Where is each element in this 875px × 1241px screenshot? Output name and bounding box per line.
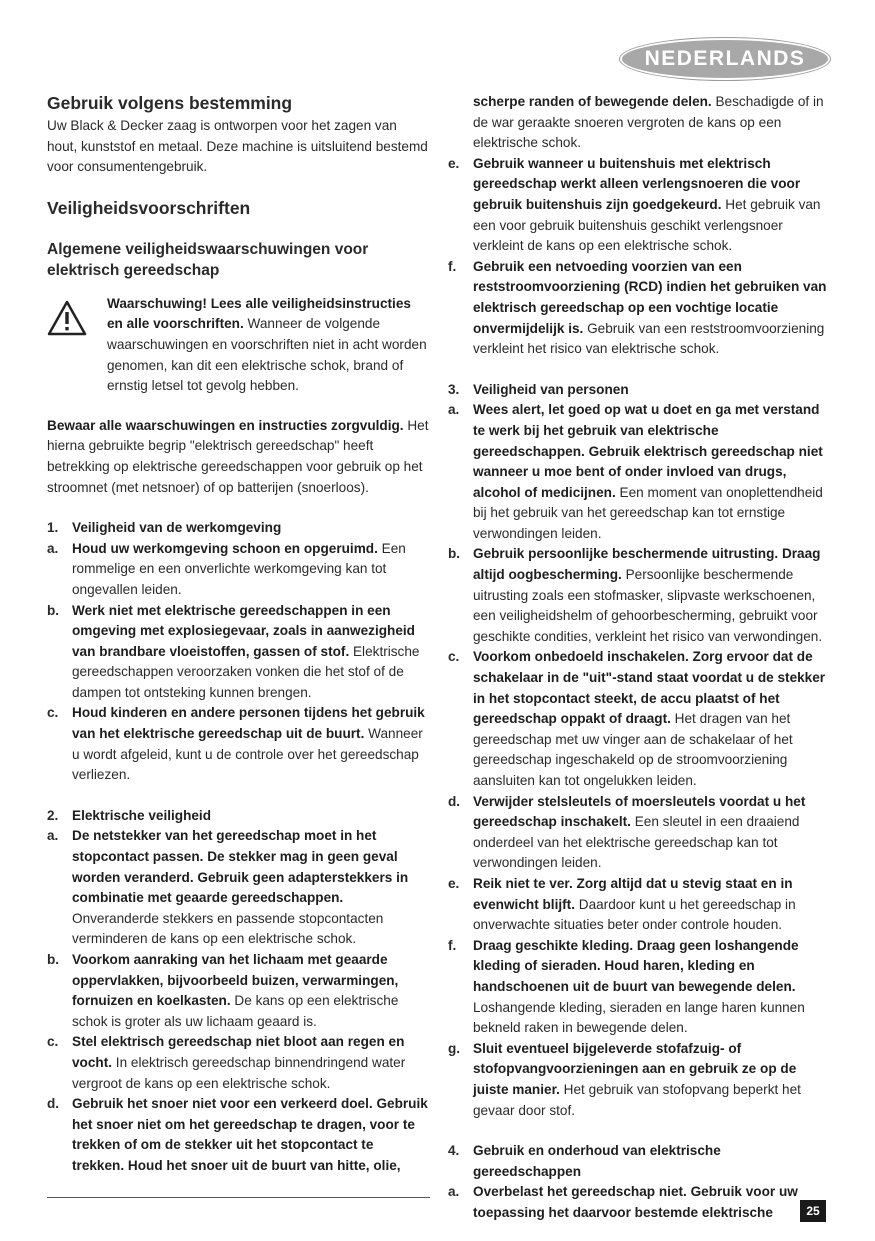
right-column [448,92,830,1223]
list-item: c. Houd kinderen en andere personen tijdens het gebruik van het elektrische gereedschap uit de buurt. Wanneer u wordt afgeleid, kunt u de controle over het gereedschap verliezen. [47,705,425,783]
intended-use-text: Uw Black & Decker zaag is ontworpen voor het zagen van hout, kunststof en metaal. Deze machine is uitsluitend bestemd voor consumentengebruik. [47,118,428,175]
warning-triangle-icon [47,294,107,397]
list-item: d. Gebruik het snoer niet voor een verkeerd doel. Gebruik het snoer niet om het gereedschap te dragen, voor te trekken of om de stekker uit het stopcontact te trekken. Houd het snoer uit de buurt van hitte, olie, [47,1096,428,1173]
list-item-continued: scherpe randen of bewegende delen. Beschadigde of in de war geraakte snoeren vergroten de kans op een elektrische schok. [473,94,824,151]
heading-general-warnings: Algemene veiligheidswaarschuwingen voor elektrisch gereedschap [47,240,369,279]
list-item: b. Gebruik persoonlijke beschermende uitrusting. Draag altijd oogbescherming. Persoonlijke beschermende uitrusting zoals een stofmasker, slipvaste werkschoenen, een veiligheidshelm of gehoorbescherming, gebruikt voor geschikte condities, verkleint het risico van verwondingen. [448,546,823,644]
list-item: b. Voorkom aanraking van het lichaam met geaarde oppervlakken, bijvoorbeeld buizen, verwarmingen, fornuizen en koelkasten. De kans op een elektrische schok is groter als uw lichaam geaard is. [47,952,399,1029]
list-item: a. Wees alert, let goed op wat u doet en ga met verstand te werk bij het gebruik van elektrische gereedschappen. Gebruik elektrisch gereedschap niet wanneer u moe bent of onder invloed van drugs, alcohol of medicijnen. Een moment van onoplettendheid bij het gebruik van het gereedschap kan tot ernstige verwondingen leiden. [448,402,823,541]
left-column [47,92,429,1177]
list-item: c. Voorkom onbedoeld inschakelen. Zorg ervoor dat de schakelaar in de "uit"-stand staat voordat u de stekker in het stopcontact steekt, de accu plaatst of het gereedschap oppakt of draagt. Het dragen van het gereedschap met uw vinger aan de schakelaar of het gereedschap ingeschakeld op de stroomvoorziening aansluiten kan tot ongelukken leiden. [448,649,826,788]
section-4-heading: 4. Gebruik en onderhoud van elektrische gereedschappen [448,1143,721,1179]
heading-intended-use: Gebruik volgens bestemming [47,93,293,113]
keep-instructions: Bewaar alle waarschuwingen en instructies zorgvuldig. Het hierna gebruikte begrip "elektrisch gereedschap" heeft betrekking op elektrische gereedschappen voor gebruik op het stroomnet (met netsnoer) of op batterijen (snoerloos). [47,417,429,495]
list-item: e. Reik niet te ver. Zorg altijd dat u stevig staat en in evenwicht blijft. Daardoor kunt u het gereedschap in onverwachte situaties beter onder controle houden. [448,875,796,933]
warning-text: Waarschuwing! Lees alle veiligheidsinstructies en alle voorschriften. Wanneer de volgende waarschuwingen en voorschriften niet in acht worden genomen, kan dit een elektrische schok, brand of ernstig letsel tot gevolg hebben. [107,295,427,394]
section-1-heading: 1. Veiligheid van de werkomgeving [47,520,282,536]
list-item: c. Stel elektrisch gereedschap niet bloot aan regen en vocht. In elektrisch gereedschap binnendringend water vergroot de kans op een elektrische schok. [47,1034,406,1091]
list-item: a. Houd uw werkomgeving schoon en opgeruimd. Een rommelige en een onverlichte werkomgeving kan tot ongevallen leiden. [47,540,406,597]
list-item: b. Werk niet met elektrische gereedschappen in een omgeving met explosiegevaar, zoals in aanwezigheid van brandbare vloeistoffen, gassen of stof. Elektrische gereedschappen veroorzaken vonken die het stof of de dampen tot ontsteking kunnen brengen. [47,602,420,700]
list-item: g. Sluit eventueel bijgeleverde stofafzuig- of stofopvangvoorzieningen aan en gebruik ze op de juiste manier. Het gebruik van stofopvang beperkt het gevaar door stof. [448,1040,801,1118]
list-item: a. Overbelast het gereedschap niet. Gebruik voor uw toepassing het daarvoor bestemde elektrische [448,1184,798,1220]
page-number: 25 [800,1200,826,1222]
footer-rule [47,1197,430,1198]
language-badge: NEDERLANDS [620,38,830,80]
list-item: f. Gebruik een netvoeding voorzien van een reststroomvoorziening (RCD) indien het gebruiken van elektrisch gereedschap op een vochtige locatie onvermijdelijk is. Gebruik van een reststroomvoorziening verkleint het risico van elektrische schok. [448,258,827,357]
list-item: e. Gebruik wanneer u buitenshuis met elektrisch gereedschap werkt alleen verlengsnoeren die voor gebruik buitenshuis zijn goedgekeurd. Het gebruik van een voor gebruik buitenshuis geschikt verlengsnoer verkleint de kans op een elektrische schok. [448,155,821,254]
list-item: a. De netstekker van het gereedschap moet in het stopcontact passen. De stekker mag in geen geval worden veranderd. Gebruik geen adapterstekkers in combinatie met geaarde gereedschappen. Onveranderde stekkers en passende stopcontacten verminderen de kans op een elektrische schok. [47,828,409,947]
section-2-heading: 2. Elektrische veiligheid [47,807,212,823]
list-item: f. Draag geschikte kleding. Draag geen loshangende kleding of sieraden. Houd haren, kleding en handschoenen uit de buurt van bewegende delen. Loshangende kleding, sieraden en lange haren kunnen bekneld raken in bewegende delen. [448,937,805,1036]
warning-block [47,294,429,397]
list-item: d. Verwijder stelsleutels of moersleutels voordat u het gereedschap inschakelt. Een sleutel in een draaiend onderdeel van het elektrische gereedschap kan tot verwondingen leiden. [448,793,806,871]
heading-safety: Veiligheidsvoorschriften [47,197,251,218]
section-3-heading: 3. Veiligheid van personen [448,381,629,397]
